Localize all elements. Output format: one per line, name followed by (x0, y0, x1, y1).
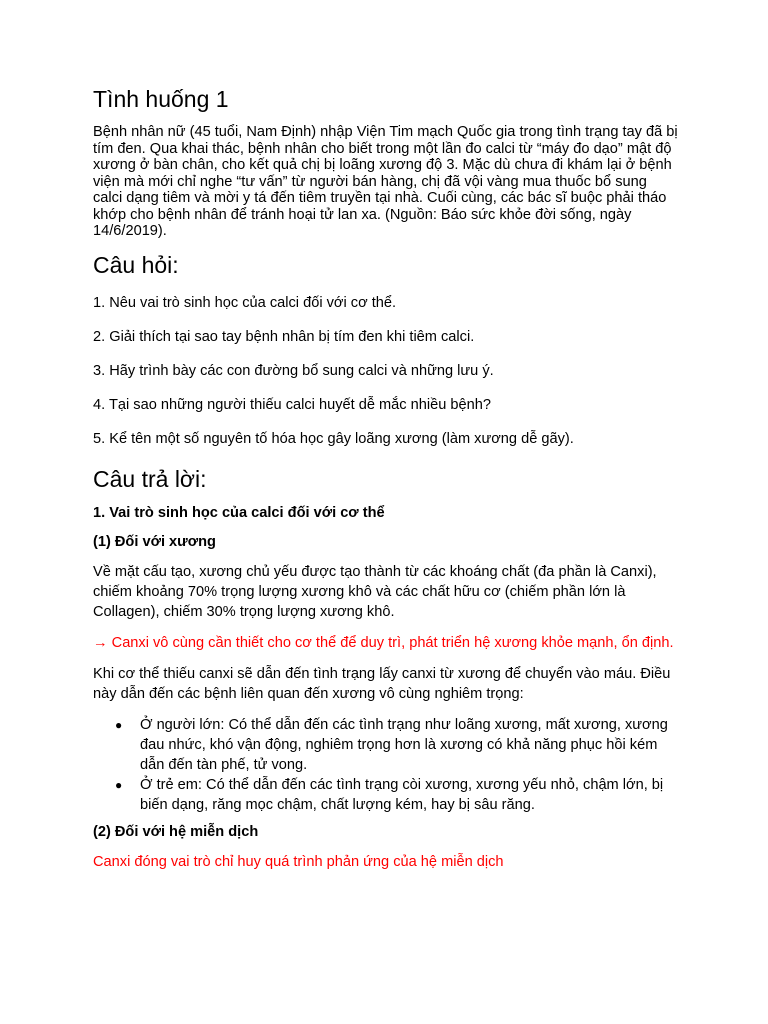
immune-paragraph: Canxi đóng vai trò chỉ huy quá trình phản ứng của hệ miễn dịch (93, 853, 504, 870)
bullet-icon: ● (115, 717, 123, 732)
question-item-5: 5. Kể tên một số nguyên tố hóa học gây loãng xương (làm xương dễ gãy). (93, 430, 574, 447)
section-bone-heading: (1) Đối với xương (93, 533, 216, 550)
section-immune-heading: (2) Đối với hệ miễn dịch (93, 823, 259, 840)
list-item (115, 775, 680, 815)
list-item-text: Ở người lớn: Có thể dẫn đến các tình trạng như loãng xương, mất xương, xương đau nhức, khó vận động, nghiêm trọng hơn là xương có khả năng phục hồi kém dẫn đến tàn phế, tử vong. (140, 716, 668, 773)
case-title: Tình huống 1 (93, 86, 229, 112)
list-item-text: Ở trẻ em: Có thể dẫn đến các tình trạng còi xương, xương yếu nhỏ, chậm lớn, bị biến dạng, răng mọc chậm, chất lượng kém, hay bị sâu răng. (140, 776, 664, 813)
bone-conclusion: → Canxi vô cùng cần thiết cho cơ thể để duy trì, phát triển hệ xương khỏe mạnh, ổn định. (93, 634, 674, 651)
bullet-icon: ● (115, 777, 123, 792)
question-item-3: 3. Hãy trình bày các con đường bổ sung calci và những lưu ý. (93, 362, 494, 379)
list-item (115, 715, 680, 775)
answer-1-heading: 1. Vai trò sinh học của calci đối với cơ thể (93, 504, 385, 521)
question-item-1: 1. Nêu vai trò sinh học của calci đối với cơ thể. (93, 294, 397, 311)
answers-heading: Câu trả lời: (93, 465, 207, 492)
bone-paragraph: Về mặt cấu tạo, xương chủ yếu được tạo thành từ các khoáng chất (đa phần là Canxi), chiếm khoảng 70% trọng lượng xương khô và các chất hữu cơ (chiếm phần lớn là Collagen), chiếm 30% trọng lượng xương khô. (93, 563, 657, 620)
deficiency-paragraph: Khi cơ thể thiếu canxi sẽ dẫn đến tình trạng lấy canxi từ xương để chuyển vào máu. Điều này dẫn đến các bệnh liên quan đến xương vô cùng nghiêm trọng: (93, 665, 671, 702)
question-item-4: 4. Tại sao những người thiếu calci huyết dễ mắc nhiều bệnh? (93, 396, 491, 413)
deficiency-bullet-list (93, 715, 680, 815)
case-description: Bệnh nhân nữ (45 tuổi, Nam Định) nhập Viện Tim mạch Quốc gia trong tình trạng tay đã bị tím đen. Qua khai thác, bệnh nhân cho biết trong một lần đo calci từ “máy đo dạo” mật độ xương ở bàn chân, cho kết quả chị bị loãng xương độ 3. Mặc dù chưa đi khám lại ở bệnh viện mà mới chỉ nghe “tư vấn” từ người bán hàng, chị đã vội vàng mua thuốc bổ sung calci dạng tiêm và mời y tá đến tiêm truyền tại nhà. Cuối cùng, các bác sĩ buộc phải tháo khớp cho bệnh nhân để tránh hoại tử lan xa. (Nguồn: Báo sức khỏe đời sống, ngày 14/6/2019). (93, 124, 678, 239)
question-item-2: 2. Giải thích tại sao tay bệnh nhân bị tím đen khi tiêm calci. (93, 328, 475, 345)
questions-heading: Câu hỏi: (93, 251, 179, 278)
